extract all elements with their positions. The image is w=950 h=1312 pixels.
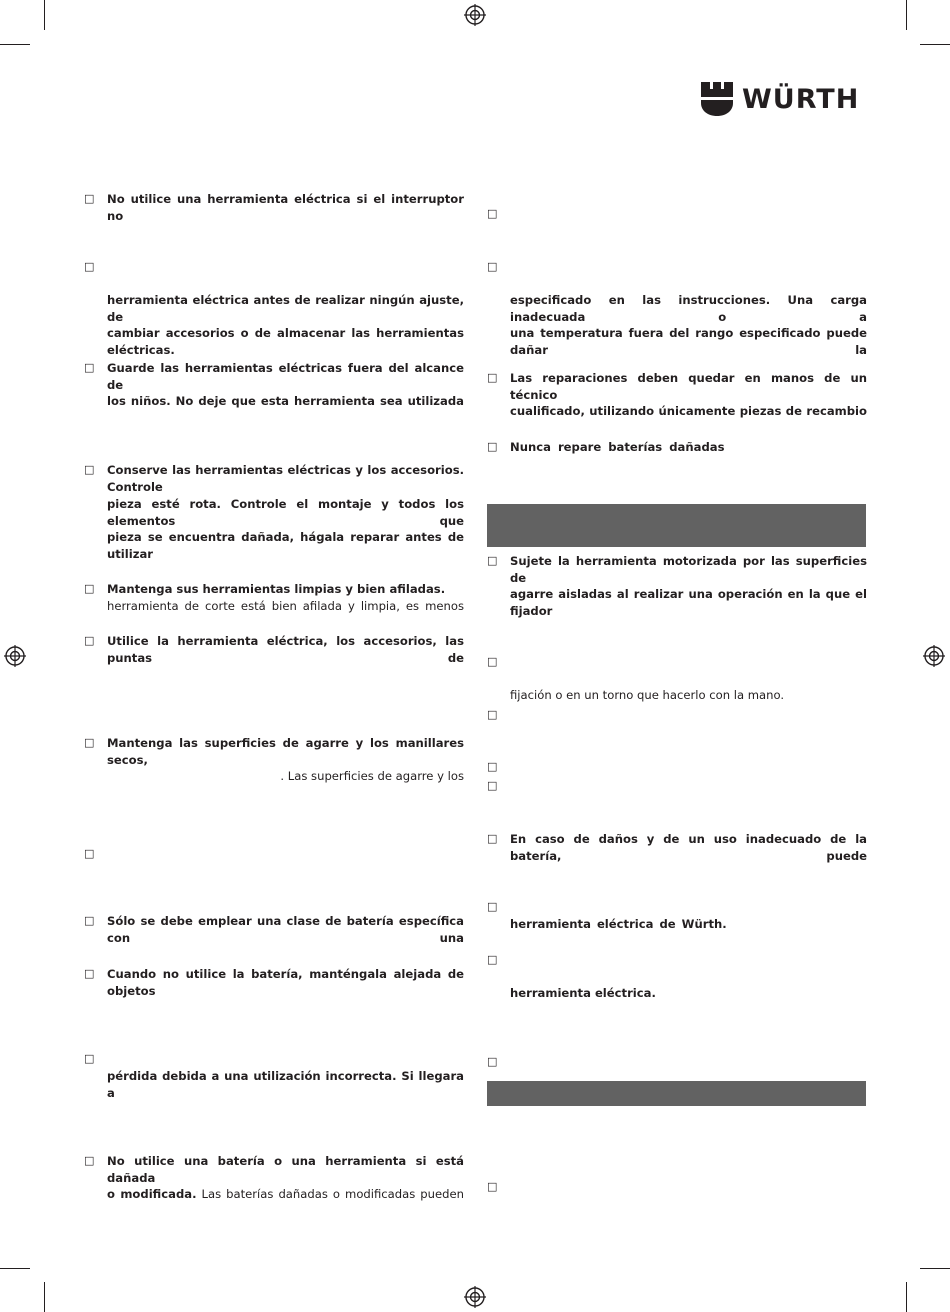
- safety-item-continuation: pieza se encuentra dañada, hágala reparar antes de utilizar: [107, 530, 464, 561]
- checkbox-bullet-icon: □: [487, 900, 498, 913]
- safety-item: □ Mantenga sus herramientas limpias y bien afiladas. herramienta de corte está bien afilada y limpia, es menos: [84, 582, 464, 613]
- crop-mark-bottom-right-h: [920, 1268, 950, 1269]
- checkbox-bullet-icon: □: [84, 1052, 95, 1065]
- wurth-logo-text: WÜRTH: [742, 83, 860, 115]
- checkbox-bullet-icon: □: [84, 967, 95, 980]
- checkbox-bullet-icon: □: [84, 914, 95, 927]
- safety-item: □ Sujete la herramienta motorizada por las superficies de agarre aisladas al realizar una operación en la que el fijador: [487, 554, 867, 618]
- wurth-logo: [700, 80, 868, 118]
- checkbox-bullet-icon: □: [84, 582, 95, 595]
- registration-mark-right-icon: [923, 645, 945, 667]
- safety-item: □ Conserve las herramientas eléctricas y los accesorios. Controle: [84, 463, 464, 494]
- checkbox-bullet-icon: □: [84, 1154, 95, 1167]
- checkbox-bullet-icon: □: [84, 634, 95, 647]
- crop-mark-top-right-h: [920, 44, 950, 45]
- checkbox-bullet-icon: □: [487, 1180, 498, 1193]
- checkbox-bullet-icon: □: [487, 1055, 498, 1068]
- safety-item: □ Utilice la herramienta eléctrica, los accesorios, las puntas de: [84, 634, 464, 665]
- checkbox-bullet-icon: □: [487, 371, 498, 384]
- checkbox-bullet-icon: □: [84, 463, 95, 476]
- checkbox-bullet-icon: □: [487, 655, 498, 668]
- safety-item-continuation: especificado en las instrucciones. Una carga inadecuada o a una temperatura fuera del rango especificado puede dañar la: [510, 293, 867, 357]
- crop-mark-bottom-left-h: [0, 1268, 30, 1269]
- safety-item: □ No utilice una herramienta eléctrica si el interruptor no: [84, 192, 464, 223]
- safety-item-continuation: herramienta eléctrica.: [510, 986, 656, 1000]
- checkbox-bullet-icon: □: [487, 832, 498, 845]
- section-heading-bar: [487, 504, 866, 547]
- safety-item-continuation: herramienta eléctrica de Würth.: [510, 917, 727, 931]
- section-heading-bar: [487, 1081, 866, 1106]
- safety-item: □ Las reparaciones deben quedar en manos de un técnico cualificado, utilizando únicamente piezas de recambio: [487, 371, 867, 418]
- wurth-emblem-icon: [700, 81, 734, 117]
- checkbox-bullet-icon: □: [487, 708, 498, 721]
- checkbox-bullet-icon: □: [487, 554, 498, 567]
- crop-mark-bottom-left-v: [44, 1282, 45, 1312]
- crop-mark-top-right-v: [906, 0, 907, 30]
- checkbox-bullet-icon: □: [84, 847, 95, 860]
- checkbox-bullet-icon: □: [84, 260, 95, 273]
- checkbox-bullet-icon: □: [84, 192, 95, 205]
- safety-item-continuation: pérdida debida a una utilización incorrecta. Si llegara a: [107, 1069, 464, 1100]
- safety-item: □ Mantenga las superficies de agarre y los manillares secos, . Las superficies de agarre y los: [84, 736, 464, 783]
- checkbox-bullet-icon: □: [487, 260, 498, 273]
- safety-item: □ Guarde las herramientas eléctricas fuera del alcance de los niños. No deje que esta herramienta sea utilizada: [84, 361, 464, 408]
- checkbox-bullet-icon: □: [487, 760, 498, 773]
- crop-mark-top-left-h: [0, 44, 30, 45]
- safety-item-continuation: pieza esté rota. Controle el montaje y todos los elementos que: [107, 497, 464, 528]
- safety-item: □ Nunca repare baterías dañadas: [487, 440, 725, 454]
- checkbox-bullet-icon: □: [487, 953, 498, 966]
- safety-item: □ Cuando no utilice la batería, manténgala alejada de objetos: [84, 967, 464, 998]
- checkbox-bullet-icon: □: [487, 779, 498, 792]
- checkbox-bullet-icon: □: [487, 440, 498, 453]
- crop-mark-top-left-v: [44, 0, 45, 30]
- checkbox-bullet-icon: □: [487, 207, 498, 220]
- checkbox-bullet-icon: □: [84, 361, 95, 374]
- safety-item: □ Sólo se debe emplear una clase de batería específica con una: [84, 914, 464, 945]
- registration-mark-bottom-icon: [464, 1286, 486, 1308]
- registration-mark-top-icon: [464, 4, 486, 26]
- crop-mark-bottom-right-v: [906, 1282, 907, 1312]
- checkbox-bullet-icon: □: [84, 736, 95, 749]
- safety-item-continuation: fijación o en un torno que hacerlo con la mano.: [510, 688, 785, 702]
- registration-mark-left-icon: [4, 645, 26, 667]
- safety-item: □ En caso de daños y de un uso inadecuado de la batería, puede: [487, 832, 867, 863]
- safety-item: □ No utilice una batería o una herramienta si está dañada o modificada. Las baterías dañadas o modificadas pueden: [84, 1154, 464, 1201]
- safety-item-continuation: herramienta eléctrica antes de realizar ningún ajuste, de cambiar accesorios o de almacenar las herramientas eléctricas.: [107, 293, 464, 357]
